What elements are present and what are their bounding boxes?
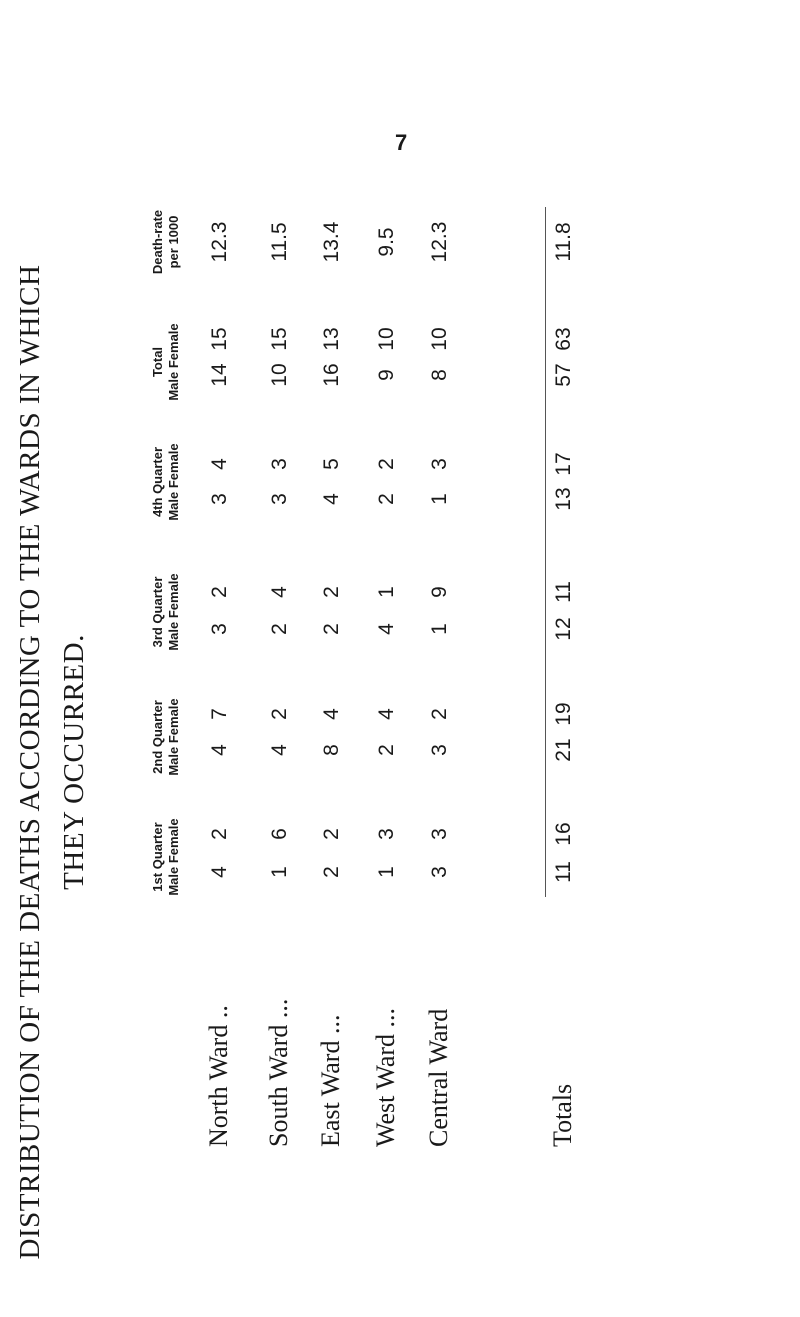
table-cell: 11 bbox=[552, 861, 575, 883]
table-cell: 4 bbox=[208, 458, 231, 470]
table-cell: 10 bbox=[428, 327, 451, 351]
table-cell: 13 bbox=[552, 487, 575, 511]
table-cell: 2 bbox=[208, 828, 231, 840]
table-cell: 4 bbox=[375, 708, 398, 720]
table-cell: 1 bbox=[375, 586, 398, 598]
table-cell: 3 bbox=[428, 828, 451, 840]
table-cell: 4 bbox=[208, 744, 231, 756]
table-cell: 2 bbox=[268, 623, 291, 635]
table-cell: 8 bbox=[428, 369, 451, 381]
table-cell: 11 bbox=[552, 581, 575, 603]
table-cell: 57 bbox=[552, 363, 575, 387]
rotated-table bbox=[0, 187, 800, 1317]
table-cell: 1 bbox=[268, 866, 291, 878]
table-cell: 1 bbox=[428, 493, 451, 505]
table-cell: 3 bbox=[268, 458, 291, 470]
table-cell: 13 bbox=[320, 327, 343, 351]
table-cell: 3 bbox=[428, 866, 451, 878]
table-cell: 4 bbox=[268, 586, 291, 598]
row-label: Totals bbox=[548, 1083, 577, 1147]
table-cell: 12.3 bbox=[428, 221, 451, 263]
table-cell: 4 bbox=[375, 623, 398, 635]
table-cell: 5 bbox=[320, 458, 343, 470]
page-number: 7 bbox=[395, 130, 408, 155]
table-subtitle: THEY OCCURRED. bbox=[58, 634, 90, 890]
table-title: DISTRIBUTION OF THE DEATHS ACCORDING TO THE WARDS IN WHICH bbox=[14, 264, 46, 1260]
table-cell: 6 bbox=[268, 828, 291, 840]
table-cell: 8 bbox=[320, 744, 343, 756]
table-cell: 7 bbox=[208, 708, 231, 720]
header-q4: 4th Quarter Male Female bbox=[150, 443, 181, 521]
table-cell: 13.4 bbox=[320, 221, 343, 263]
table-cell: 2 bbox=[375, 458, 398, 470]
row-label: East Ward ... bbox=[316, 1014, 345, 1147]
table-cell: 16 bbox=[320, 363, 343, 387]
table-cell: 21 bbox=[552, 738, 575, 762]
table-cell: 2 bbox=[320, 623, 343, 635]
header-total: Total Male Female bbox=[150, 323, 181, 401]
table-cell: 2 bbox=[375, 493, 398, 505]
table-cell: 63 bbox=[552, 327, 575, 351]
table-cell: 14 bbox=[208, 363, 231, 387]
table-cell: 17 bbox=[552, 452, 575, 476]
row-label: South Ward ... bbox=[264, 998, 293, 1147]
totals-separator bbox=[545, 207, 546, 897]
table-cell: 10 bbox=[375, 327, 398, 351]
table-cell: 15 bbox=[208, 327, 231, 351]
header-q3: 3rd Quarter Male Female bbox=[150, 573, 181, 651]
table-cell: 4 bbox=[320, 708, 343, 720]
table-cell: 2 bbox=[208, 586, 231, 598]
table-cell: 15 bbox=[268, 327, 291, 351]
table-cell: 3 bbox=[208, 623, 231, 635]
table-cell: 9.5 bbox=[375, 227, 398, 257]
table-cell: 4 bbox=[268, 744, 291, 756]
row-label: West Ward ... bbox=[371, 1007, 400, 1147]
table-cell: 4 bbox=[208, 866, 231, 878]
table-cell: 9 bbox=[428, 586, 451, 598]
table-cell: 3 bbox=[268, 493, 291, 505]
table-cell: 11.8 bbox=[552, 222, 575, 262]
header-q1: 1st Quarter Male Female bbox=[150, 818, 181, 896]
table-cell: 2 bbox=[268, 708, 291, 720]
table-cell: 9 bbox=[375, 369, 398, 381]
table-cell: 2 bbox=[320, 866, 343, 878]
header-death-rate: Death-rate per 1000 bbox=[150, 209, 181, 275]
table-cell: 2 bbox=[375, 744, 398, 756]
table-cell: 19 bbox=[552, 702, 575, 726]
table-cell: 16 bbox=[552, 822, 575, 846]
table-cell: 3 bbox=[428, 744, 451, 756]
table-cell: 2 bbox=[428, 708, 451, 720]
table-cell: 2 bbox=[320, 586, 343, 598]
table-cell: 3 bbox=[428, 458, 451, 470]
header-q2: 2nd Quarter Male Female bbox=[150, 698, 181, 776]
table-cell: 4 bbox=[320, 493, 343, 505]
table-cell: 3 bbox=[208, 493, 231, 505]
table-cell: 12.3 bbox=[208, 221, 231, 263]
table-cell: 12 bbox=[552, 617, 575, 641]
row-label: North Ward .. bbox=[204, 1005, 233, 1147]
table-cell: 1 bbox=[428, 623, 451, 635]
table-cell: 11.5 bbox=[268, 222, 291, 262]
row-label: Central Ward bbox=[424, 1008, 453, 1147]
table-cell: 2 bbox=[320, 828, 343, 840]
table-cell: 1 bbox=[375, 866, 398, 878]
table-cell: 3 bbox=[375, 828, 398, 840]
table-cell: 10 bbox=[268, 363, 291, 387]
